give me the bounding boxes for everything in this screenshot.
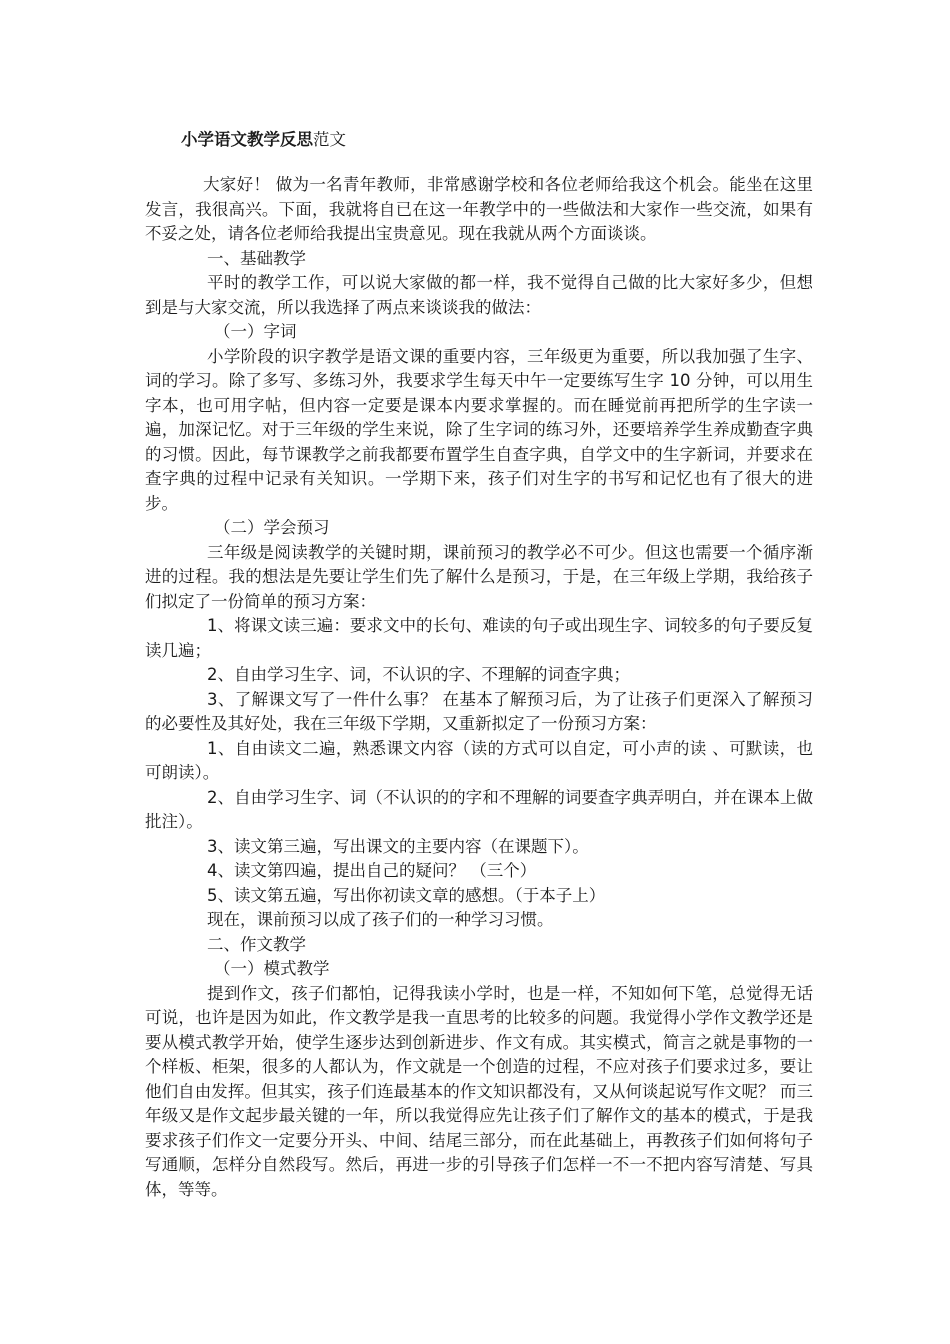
subheading-preview: （二）学会预习 (214, 518, 330, 537)
subheading-characters: （一）字词 (214, 322, 297, 341)
list-item-plan1-2: 2、自由学习生字、词，不认识的字、不理解的词查字典； (207, 665, 630, 684)
list-item-plan1-3: 3、了解课文写了一件什么事？ 在基本了解预习后，为了让孩子们更深入了解预习的必要性及其好处，我在三年级下学期，又重新拟定了一份预习方案： (145, 689, 813, 733)
paragraph-preview-habit: 现在，课前预习以成了孩子们的一种学习习惯。 (207, 910, 554, 929)
list-item-plan1-1: 1、将课文读三遍：要求文中的长句、难读的句子或出现生字、词较多的句子要反复读几遍； (145, 616, 813, 660)
list-item-plan2-3: 3、读文第三遍，写出课文的主要内容（在课题下）。 (207, 836, 589, 856)
list-item-plan2-1: 1、自由读文二遍，熟悉课文内容（读的方式可以自定，可小声的读 、可默读，也可朗读）。 (145, 738, 813, 782)
title-rest: 范文 (313, 130, 346, 149)
document-body (145, 173, 813, 1202)
list-item-plan2-4: 4、读文第四遍，提出自己的疑问？ （三个） (207, 861, 537, 880)
heading-basic-teaching: 一、基础教学 (207, 248, 306, 268)
paragraph-basic-intro: 平时的教学工作，可以说大家做的都一样，我不觉得自己做的比大家好多少，但想到是与大家交流，所以我选择了两点来谈谈我的做法： (145, 273, 813, 317)
paragraph-model-teaching: 提到作文，孩子们都怕，记得我读小学时，也是一样，不知如何下笔，总觉得无话可说，也许是因为如此，作文教学是我一直思考的比较多的问题。我觉得小学作文教学还是要从模式教学开始，使学生逐步达到创新进步、作文有成。其实模式，简言之就是事物的一个样板、柜架，很多的人都认为，作文就是一个创造的过程，不应对孩子们要求过多，要让他们自由发挥。但其实，孩子们连最基本的作文知识都没有，又从何谈起说写作文呢？ 而三年级又是作文起步最关键的一年，所以我觉得应先让孩子们了解作文的基本的模式，于是我要求孩子们作文一定要分开头、中间、结尾三部分，而在此基础上，再教孩子们如何将句子写通顺，怎样分自然段写。然后，再进一步的引导孩子们怎样一不一不把内容写清楚、写具体，等等。 (145, 983, 813, 1199)
paragraph-characters: 小学阶段的识字教学是语文课的重要内容，三年级更为重要，所以我加强了生字、词的学习。除了多写、多练习外，我要求学生每天中午一定要练写生字 10 分钟，可以用生字本，也可用字帖，但内容一定要是课本内要求掌握的。而在睡觉前再把所学的生字读一遍，加深记忆。对于三年级的学生来说，除了生字词的练习外，还要培养学生养成勤查字典的习惯。因此，每节课教学之前我都要布置学生自查字典，自学文中的生字新词，并要求在查字典的过程中记录有关知识。一学期下来，孩子们对生字的书写和记忆也有了很大的进步。 (145, 346, 813, 513)
title-bold: 小学语文教学反思 (181, 130, 313, 149)
document-title (181, 128, 346, 152)
list-item-plan2-2: 2、自由学习生字、词（不认识的的字和不理解的词要查字典弄明白，并在课本上做批注）。 (145, 787, 813, 831)
list-item-plan2-5: 5、读文第五遍，写出你初读文章的感想。（于本子上） (207, 885, 606, 905)
heading-composition-teaching: 二、作文教学 (207, 934, 306, 954)
paragraph-greeting: 大家好！ 做为一名青年教师，非常感谢学校和各位老师给我这个机会。能坐在这里发言，我很高兴。下面，我就将自已在这一年教学中的一些做法和大家作一些交流，如果有不妥之处，请各位老师给我提出宝贵意见。现在我就从两个方面谈谈。 (145, 175, 813, 243)
paragraph-preview: 三年级是阅读教学的关键时期，课前预习的教学必不可少。但这也需要一个循序渐进的过程。我的想法是先要让学生们先了解什么是预习，于是，在三年级上学期，我给孩子们拟定了一份简单的预习方案： (145, 542, 813, 611)
subheading-model-teaching: （一）模式教学 (214, 959, 330, 978)
